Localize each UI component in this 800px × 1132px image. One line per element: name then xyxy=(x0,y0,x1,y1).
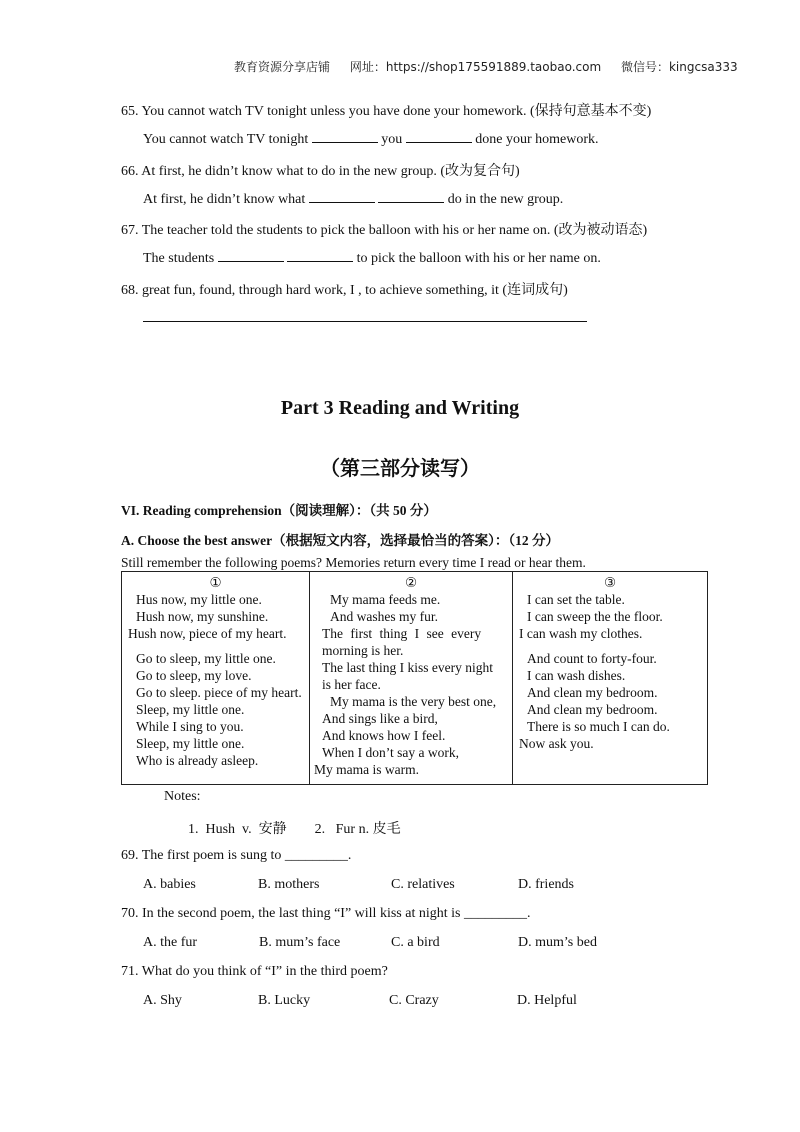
option-a[interactable]: A. the fur xyxy=(143,935,198,950)
poem-line: The last thing I kiss every night xyxy=(322,660,493,675)
poem-line: morning is her. xyxy=(322,643,404,658)
poem-line: Go to sleep, my little one. xyxy=(136,651,276,666)
blank-field[interactable] xyxy=(378,190,444,203)
poem-line: Sleep, my little one. xyxy=(136,736,245,751)
part-title: Part 3 Reading and Writing xyxy=(280,397,520,419)
section-intro: Still remember the following poems? Memories return every time I read or hear them. xyxy=(121,555,586,570)
notes-items: 1. Hush v. 安静 2. Fur n. 皮毛 xyxy=(188,822,401,837)
poems-table xyxy=(121,571,708,785)
wechat-id: 微信号：kingcsa333 xyxy=(620,60,738,74)
q65-text-a: You cannot watch TV tonight xyxy=(143,132,309,147)
poem-line: I can wash dishes. xyxy=(527,668,626,683)
poem-line: My mama is the very best one, xyxy=(330,694,497,709)
shop-name: 教育资源分享店铺 xyxy=(234,60,331,74)
poem-number: ② xyxy=(404,575,418,590)
poem-line: While I sing to you. xyxy=(136,719,244,734)
poem-number: ① xyxy=(209,575,222,590)
poem-line: My mama feeds me. xyxy=(330,592,441,607)
option-b[interactable]: B. mum’s face xyxy=(259,935,341,950)
page-header xyxy=(234,58,738,75)
q67-text-c: to pick the balloon with his or her name on. xyxy=(356,251,601,266)
poem-line: Go to sleep. piece of my heart. xyxy=(136,685,302,700)
blank-field[interactable] xyxy=(406,130,472,143)
question-68: 68. great fun, found, through hard work, I , to achieve something, it (连词成句) xyxy=(121,283,568,298)
blank-field[interactable] xyxy=(218,249,284,262)
poem-line: My mama is warm. xyxy=(314,762,419,777)
part-subtitle: （第三部分读写） xyxy=(320,458,480,480)
poem-line: Who is already asleep. xyxy=(136,753,259,768)
poem-line: And sings like a bird, xyxy=(322,711,438,726)
question-65-answer-line xyxy=(143,130,599,148)
option-a[interactable]: A. babies xyxy=(143,877,196,892)
option-b[interactable]: B. mothers xyxy=(258,877,320,892)
poem-line: And knows how I feel. xyxy=(322,728,446,743)
q67-text-a: The students xyxy=(143,251,215,266)
poem-line: There is so much I can do. xyxy=(527,719,670,734)
poem-line: And washes my fur. xyxy=(330,609,438,624)
poem-2-cell xyxy=(310,572,513,785)
q65-text-b: you xyxy=(381,132,403,147)
section-subheading: A. Choose the best answer（根据短文内容，选择最恰当的答案）：（12 分） xyxy=(121,533,559,548)
poem-3-cell xyxy=(513,572,708,785)
question-67-answer-line xyxy=(143,249,601,267)
poem-line: Go to sleep, my love. xyxy=(136,668,252,683)
poem-line: When I don’t say a work, xyxy=(322,745,459,760)
question-67: 67. The teacher told the students to pick the balloon with his or her name on. (改为被动语态) xyxy=(121,223,648,238)
poem-line: The first thing I see every xyxy=(322,626,482,641)
answer-line[interactable] xyxy=(143,309,587,322)
option-d[interactable]: D. friends xyxy=(518,877,574,892)
blank-field[interactable] xyxy=(287,249,353,262)
question-71: 71. What do you think of “I” in the third poem? xyxy=(121,964,388,979)
question-65: 65. You cannot watch TV tonight unless you have done your homework. (保持句意基本不变) xyxy=(121,104,652,119)
poem-line: Now ask you. xyxy=(519,736,594,751)
notes-label: Notes: xyxy=(164,789,201,804)
question-66: 66. At first, he didn’t know what to do in the new group. (改为复合句) xyxy=(121,164,520,179)
section-heading: VI. Reading comprehension（阅读理解）：（共 50 分） xyxy=(121,503,437,518)
q66-text-a: At first, he didn’t know what xyxy=(143,192,306,207)
option-b[interactable]: B. Lucky xyxy=(258,993,311,1008)
q65-text-c: done your homework. xyxy=(475,132,599,147)
poem-line: Hus now, my little one. xyxy=(136,592,262,607)
poem-line: is her face. xyxy=(322,677,381,692)
blank-field[interactable] xyxy=(309,190,375,203)
blank-field[interactable] xyxy=(312,130,378,143)
shop-url: 网址：https://shop175591889.taobao.com xyxy=(349,60,602,74)
option-d[interactable]: D. mum’s bed xyxy=(518,935,597,950)
option-c[interactable]: C. a bird xyxy=(391,935,440,950)
question-66-answer-line xyxy=(143,190,563,208)
question-69: 69. The first poem is sung to _________. xyxy=(121,848,352,863)
poem-line: And count to forty-four. xyxy=(527,651,657,666)
poem-line: Hush now, piece of my heart. xyxy=(128,626,287,641)
poem-line: Hush now, my sunshine. xyxy=(136,609,269,624)
poem-line: I can sweep the the floor. xyxy=(527,609,663,624)
option-a[interactable]: A. Shy xyxy=(143,993,182,1008)
poem-line: And clean my bedroom. xyxy=(527,702,658,717)
poem-line: Sleep, my little one. xyxy=(136,702,245,717)
option-c[interactable]: C. Crazy xyxy=(389,993,439,1008)
poem-number: ③ xyxy=(603,575,617,590)
poem-line: I can wash my clothes. xyxy=(519,626,643,641)
poem-line: I can set the table. xyxy=(527,592,625,607)
option-d[interactable]: D. Helpful xyxy=(517,993,577,1008)
q66-text-c: do in the new group. xyxy=(447,192,564,207)
poem-1-cell xyxy=(122,572,310,785)
question-70: 70. In the second poem, the last thing “I” will kiss at night is _________. xyxy=(121,906,531,921)
poem-line: And clean my bedroom. xyxy=(527,685,658,700)
option-c[interactable]: C. relatives xyxy=(391,877,455,892)
